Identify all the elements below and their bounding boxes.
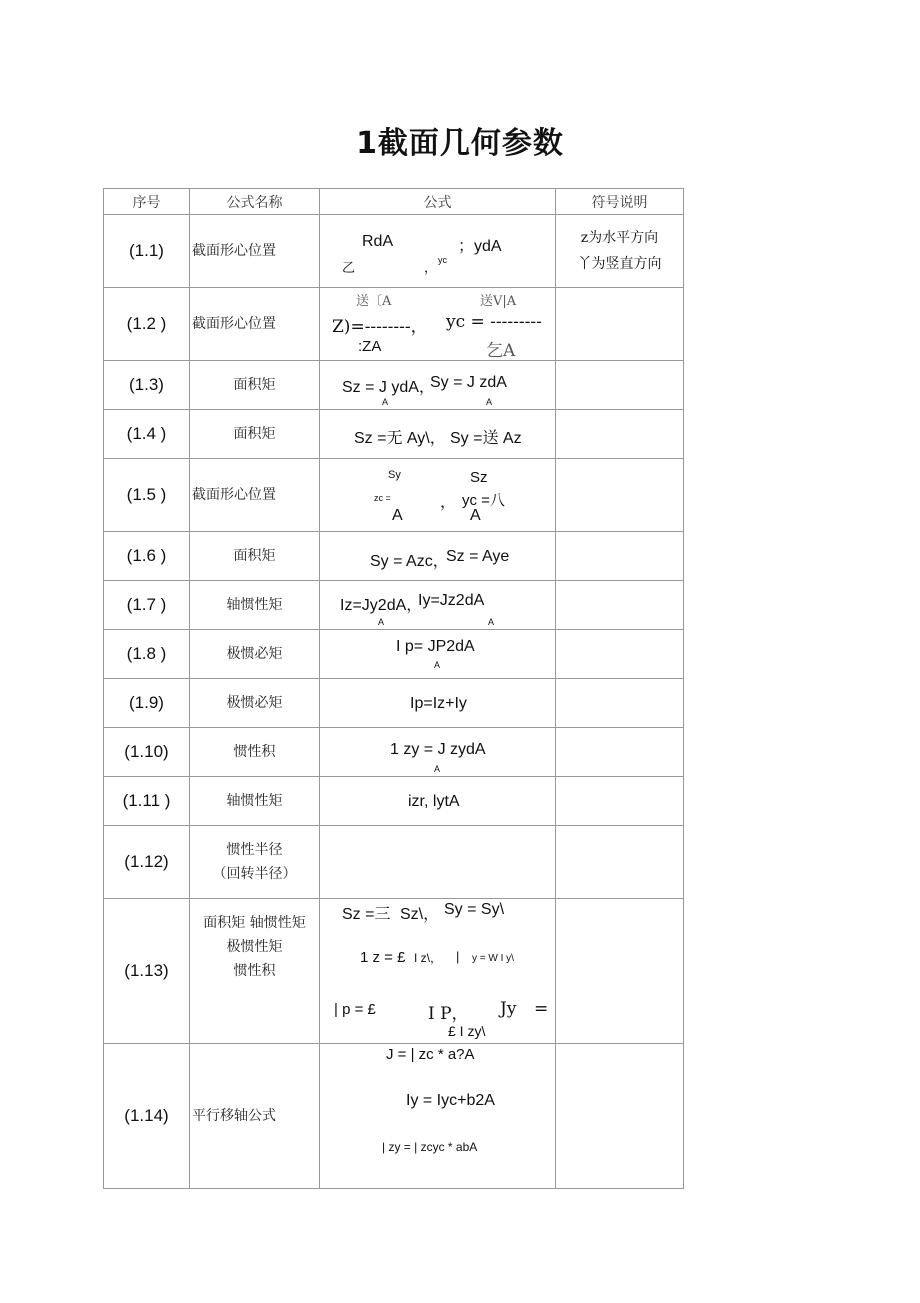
row-number: (1.3) [104, 361, 190, 410]
table-row [104, 899, 684, 1044]
formula-text: Iy=Jz2dA [418, 592, 485, 609]
formula-cell [320, 1044, 556, 1189]
formula-text: A [488, 617, 495, 627]
formula-text: I P， [428, 1004, 469, 1024]
formula-text: I z\， [414, 951, 443, 965]
name-line: 极惯性矩 [226, 939, 283, 955]
formula-name: 平行移轴公式 [190, 1044, 320, 1189]
formula-cell [320, 630, 556, 679]
table-row [104, 777, 684, 826]
formula-name: 面积矩 [190, 410, 320, 459]
table-row [104, 459, 684, 532]
row-number: (1.1) [104, 215, 190, 288]
formula-cell [320, 581, 556, 630]
row-number: (1.13) [104, 899, 190, 1044]
formula-name [190, 899, 320, 1044]
formula-text: | [456, 949, 460, 964]
formula-text: Sz = J ydA， [342, 379, 435, 396]
table-row [104, 361, 684, 410]
formula-text: yc = --------- [446, 312, 542, 332]
formula-cell [320, 410, 556, 459]
formula-text: = [534, 999, 549, 1019]
formula-text: ， [440, 494, 457, 511]
table-row [104, 728, 684, 777]
header-formula: 公式 [320, 189, 556, 215]
row-number: (1.5 ) [104, 459, 190, 532]
row-number: (1.12) [104, 826, 190, 899]
formula-cell [320, 826, 556, 899]
row-number: (1.11 ) [104, 777, 190, 826]
table-header-row [104, 189, 684, 215]
formula-text: Iy = Iyc+b2A [406, 1092, 495, 1109]
formula-name: 轴惯性矩 [190, 581, 320, 630]
symbol-cell [556, 410, 684, 459]
formula-text: Jy [500, 999, 517, 1019]
page-title: 1截面几何参数 [356, 126, 564, 161]
formula-text: :ZA [358, 338, 382, 355]
symbol-cell [556, 532, 684, 581]
formula-text: £ I zy\ [448, 1023, 486, 1039]
formula-text: A [382, 397, 389, 407]
table-row [104, 532, 684, 581]
formula-text: | zy = | zcyc * abA [382, 1140, 478, 1154]
formula-text: 送V|A [480, 294, 517, 309]
formula-text: Sy [388, 469, 401, 481]
formula-text: 乞A [486, 341, 516, 361]
table-row [104, 410, 684, 459]
formula-text: 1 z = £ [360, 949, 406, 966]
symbol-cell [556, 215, 684, 288]
table-row [104, 581, 684, 630]
formula-text: Sz [470, 469, 488, 486]
formula-name: 极惯必矩 [190, 679, 320, 728]
formula-table [103, 188, 684, 1189]
formula-cell [320, 215, 556, 288]
formula-text: A [434, 660, 441, 670]
formula-text: ， [424, 261, 438, 276]
formula-text: A [434, 764, 441, 774]
formula-text: 送〔A [356, 294, 392, 309]
formula-text: Sy =送 Az [450, 430, 522, 447]
row-number: (1.9) [104, 679, 190, 728]
formula-text: | p = £ [334, 1001, 376, 1018]
formula-text: A [378, 617, 385, 627]
symbol-cell [556, 630, 684, 679]
formula-name: 截面形心位置 [190, 288, 320, 361]
formula-text: 乙 [342, 261, 356, 276]
formula-text: Z)=--------， [332, 317, 428, 337]
formula-cell [320, 288, 556, 361]
symbol-cell [556, 459, 684, 532]
formula-text: Sy = Sy\ [444, 901, 505, 918]
symbol-cell [556, 288, 684, 361]
table-row [104, 215, 684, 288]
formula-cell [320, 728, 556, 777]
formula-cell [320, 361, 556, 410]
formula-text: izr, lytA [408, 793, 460, 810]
formula-cell [320, 777, 556, 826]
table-row [104, 630, 684, 679]
formula-text: Sz\， [400, 906, 440, 923]
formula-name: 惯性积 [190, 728, 320, 777]
formula-name: 截面形心位置 [190, 215, 320, 288]
symbol-cell [556, 728, 684, 777]
formula-text: Ip=Iz+Iy [410, 695, 467, 712]
symbol-cell [556, 777, 684, 826]
symbol-cell [556, 361, 684, 410]
symbol-cell [556, 1044, 684, 1189]
formula-text: y = W I y\ [472, 953, 514, 964]
table-row [104, 288, 684, 361]
formula-cell [320, 459, 556, 532]
formula-text: Sy = Azc， [370, 553, 449, 570]
formula-cell [320, 899, 556, 1044]
formula-text: J = | zc * a?A [386, 1046, 475, 1063]
table-row [104, 679, 684, 728]
row-number: (1.10) [104, 728, 190, 777]
formula-name: 截面形心位置 [190, 459, 320, 532]
header-no: 序号 [104, 189, 190, 215]
formula-text: yc [438, 255, 447, 265]
name-line: 面积矩 轴惯性矩 [203, 915, 306, 931]
name-line: 惯性积 [233, 963, 276, 979]
symbol-line: 丫为竖直方向 [577, 256, 662, 272]
name-line: （回转半径） [212, 866, 297, 882]
formula-name: 面积矩 [190, 361, 320, 410]
formula-text: Sz =无 Ay\， [354, 430, 446, 447]
formula-cell [320, 532, 556, 581]
symbol-cell [556, 899, 684, 1044]
name-line: 惯性半径 [226, 842, 283, 858]
formula-text: ；ydA [458, 238, 502, 255]
header-symbol: 符号说明 [556, 189, 684, 215]
table-row [104, 826, 684, 899]
symbol-cell [556, 581, 684, 630]
formula-text: RdA [362, 233, 394, 250]
header-name: 公式名称 [190, 189, 320, 215]
formula-text: Sz = Aye [446, 548, 510, 565]
formula-text: Sz =三 [342, 906, 391, 923]
table-row [104, 1044, 684, 1189]
formula-name: 轴惯性矩 [190, 777, 320, 826]
row-number: (1.14) [104, 1044, 190, 1189]
symbol-cell [556, 826, 684, 899]
row-number: (1.8 ) [104, 630, 190, 679]
formula-text: Iz=Jy2dA， [340, 597, 423, 614]
formula-text: yc =八 [462, 492, 505, 509]
row-number: (1.7 ) [104, 581, 190, 630]
formula-text: A [486, 397, 493, 407]
formula-cell [320, 679, 556, 728]
row-number: (1.2 ) [104, 288, 190, 361]
formula-text: 1 zy = J zydA [390, 741, 486, 758]
formula-name: 极惯必矩 [190, 630, 320, 679]
formula-text: A [392, 507, 403, 524]
formula-text: I p= JP2dA [396, 638, 475, 655]
formula-name [190, 826, 320, 899]
row-number: (1.4 ) [104, 410, 190, 459]
formula-text: zc = [374, 493, 391, 503]
formula-name: 面积矩 [190, 532, 320, 581]
symbol-cell [556, 679, 684, 728]
symbol-line: z为水平方向 [580, 230, 659, 246]
formula-text: A [470, 507, 481, 524]
row-number: (1.6 ) [104, 532, 190, 581]
formula-text: Sy = J zdA [430, 374, 507, 391]
